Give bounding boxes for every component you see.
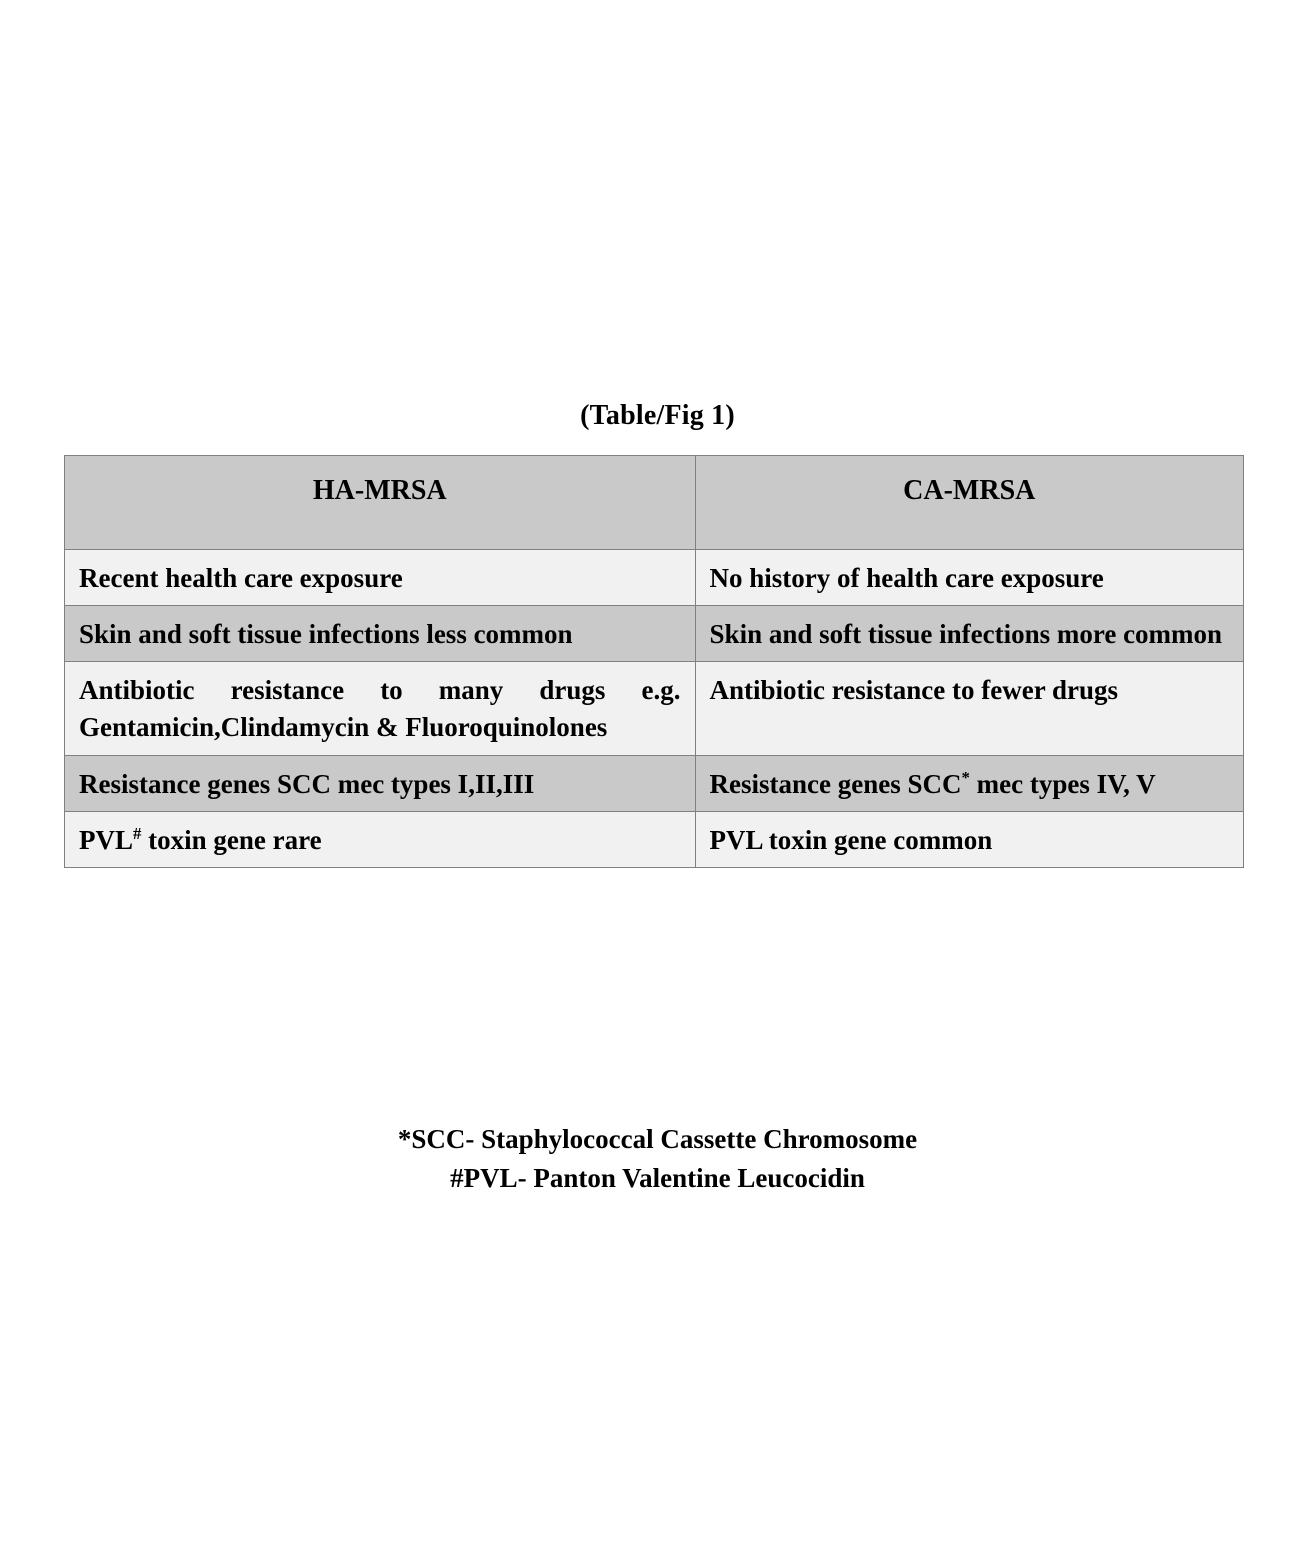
cell-ca-resistance-genes	[695, 755, 1243, 811]
cell-ca-antibiotic-resistance: Antibiotic resistance to fewer drugs	[695, 662, 1243, 756]
cell-ha-pvl-text1: PVL	[79, 824, 133, 855]
mrsa-comparison-table	[64, 455, 1244, 868]
table-row	[65, 549, 1244, 605]
table-row	[65, 605, 1244, 661]
figure-caption: (Table/Fig 1)	[580, 400, 735, 431]
cell-ha-recent-exposure: Recent health care exposure	[65, 549, 696, 605]
cell-ha-resistance-genes: Resistance genes SCC mec types I,II,III	[65, 755, 696, 811]
cell-ca-resistance-genes-text1: Resistance genes SCC	[709, 768, 962, 799]
cell-ha-pvl-text2: toxin gene rare	[141, 824, 322, 855]
cell-ca-resistance-genes-text2: mec types IV, V	[969, 768, 1156, 799]
footnote-scc: *SCC- Staphylococcal Cassette Chromosome	[397, 1124, 918, 1154]
table-row	[65, 811, 1244, 867]
table-header-row	[65, 456, 1244, 550]
cell-ha-antibiotic-resistance: Antibiotic resistance to many drugs e.g. Gentamicin,Clindamycin & Fluoroquinolones	[65, 662, 696, 756]
pvl-footnote-marker: #	[133, 823, 142, 843]
cell-ca-no-exposure: No history of health care exposure	[695, 549, 1243, 605]
footnote-pvl: #PVL- Panton Valentine Leucocidin	[450, 1163, 865, 1194]
cell-ca-pvl-toxin: PVL toxin gene common	[695, 811, 1243, 867]
column-header-ha-mrsa: HA-MRSA	[65, 456, 696, 550]
table-footnotes	[0, 1120, 1315, 1198]
table-row	[65, 755, 1244, 811]
scc-footnote-marker: *	[961, 767, 970, 787]
column-header-ca-mrsa: CA-MRSA	[695, 456, 1243, 550]
cell-ha-skin-infections: Skin and soft tissue infections less common	[65, 605, 696, 661]
cell-ca-skin-infections: Skin and soft tissue infections more common	[695, 605, 1243, 661]
table-row	[65, 662, 1244, 756]
cell-ha-pvl-toxin	[65, 811, 696, 867]
